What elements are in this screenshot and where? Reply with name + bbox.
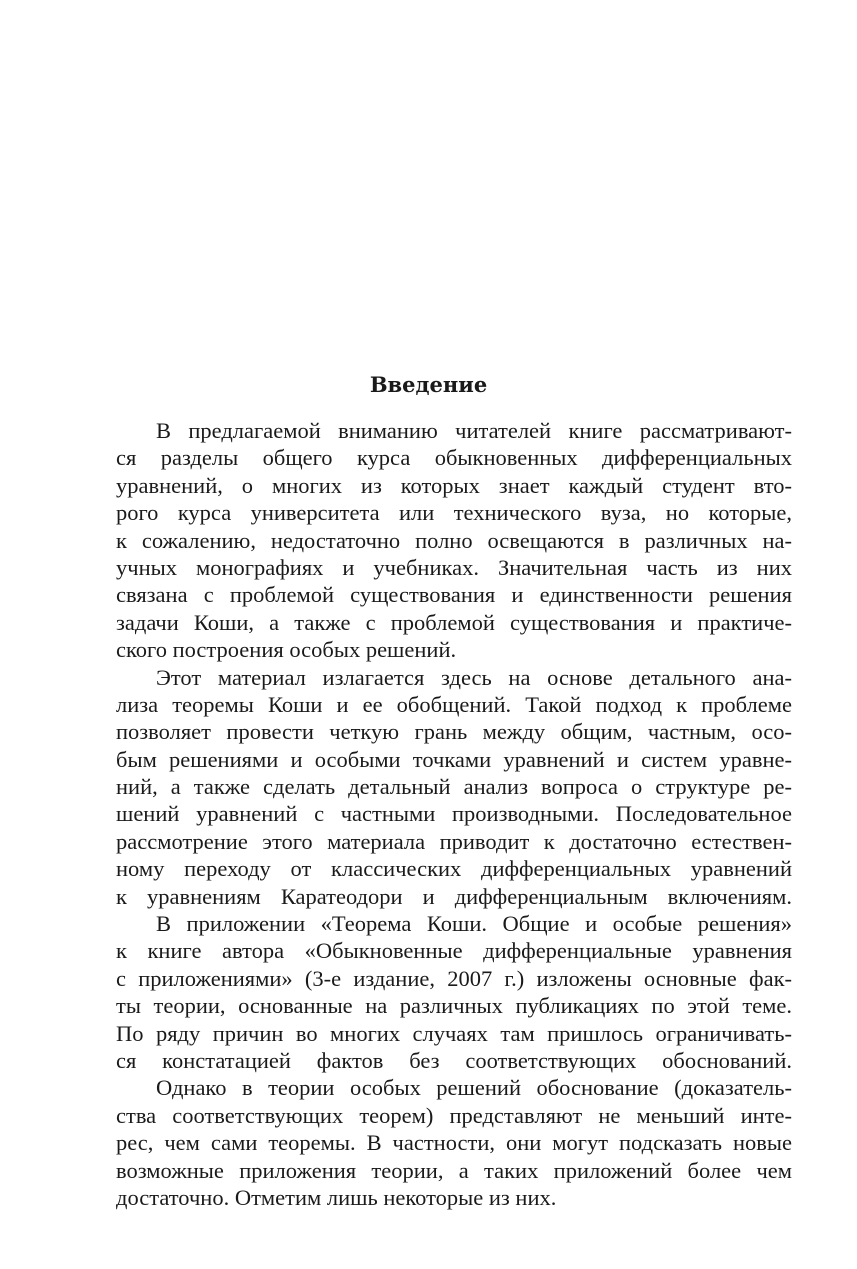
text-line: ся констатацией фактов без соответствующих обоснований.	[116, 1047, 792, 1073]
text-line: задачи Коши, а также с проблемой существования и практиче-	[116, 609, 792, 635]
text-line: Этот материал излагается здесь на основе детального ана-	[156, 664, 792, 690]
text-line: В предлагаемой вниманию читателей книге рассматривают-	[156, 418, 792, 443]
text-line: к уравнениям Каратеодори и дифференциальным включениям.	[116, 883, 792, 909]
paragraph-1	[76, 417, 792, 664]
text-line: учных монографиях и учебниках. Значительная часть из них	[116, 554, 792, 580]
text-line: рес, чем сами теоремы. В частности, они могут подсказать новые	[116, 1130, 792, 1156]
text-line: По ряду причин во многих случаях там пришлось ограничивать-	[116, 1020, 792, 1046]
text-line: рассмотрение этого материала приводит к достаточно естествен-	[116, 828, 792, 854]
text-line: В приложении «Теорема Коши. Общие и особые решения»	[156, 911, 792, 937]
text-line: шений уравнений с частными производными. Последовательное	[116, 801, 792, 827]
text-line: ся разделы общего курса обыкновенных дифференциальных	[116, 445, 792, 471]
text-line: уравнений, о многих из которых знает каждый студент вто-	[116, 472, 792, 498]
text-line: возможные приложения теории, а таких приложений более чем	[116, 1157, 792, 1183]
text-line: связана с проблемой существования и единственности решения	[116, 582, 792, 608]
paragraph-2	[76, 664, 792, 911]
paragraph-3	[76, 910, 792, 1074]
text-line: бым решениями и особыми точками уравнений и систем уравне-	[116, 746, 792, 772]
text-line: ты теории, основанные на различных публикациях по этой теме.	[116, 993, 792, 1019]
text-line: лиза теоремы Коши и ее обобщений. Такой подход к проблеме	[116, 691, 792, 717]
paragraph-4	[76, 1074, 792, 1211]
text-line: с приложениями» (3-е издание, 2007 г.) изложены основные фак-	[116, 965, 792, 991]
text-line: ному переходу от классических дифференциальных уравнений	[116, 856, 792, 882]
text-line: ского построения особых решений.	[116, 637, 457, 663]
text-line: рого курса университета или технического вуза, но которые,	[116, 500, 792, 526]
text-line: позволяет провести четкую грань между общим, частным, осо-	[116, 719, 792, 745]
body-text	[76, 417, 792, 1211]
text-line: к сожалению, недостаточно полно освещаются в различных на-	[116, 527, 792, 553]
page-title: Введение	[369, 372, 488, 397]
text-line: достаточно. Отметим лишь некоторые из них.	[116, 1184, 557, 1210]
text-line: Однако в теории особых решений обоснование (доказатель-	[156, 1075, 792, 1101]
text-line: ний, а также сделать детальный анализ вопроса о структуре ре-	[116, 774, 792, 800]
text-line: к книге автора «Обыкновенные дифференциальные уравнения	[116, 938, 792, 964]
text-line: ства соответствующих теорем) представляют не меньший инте-	[116, 1102, 792, 1128]
